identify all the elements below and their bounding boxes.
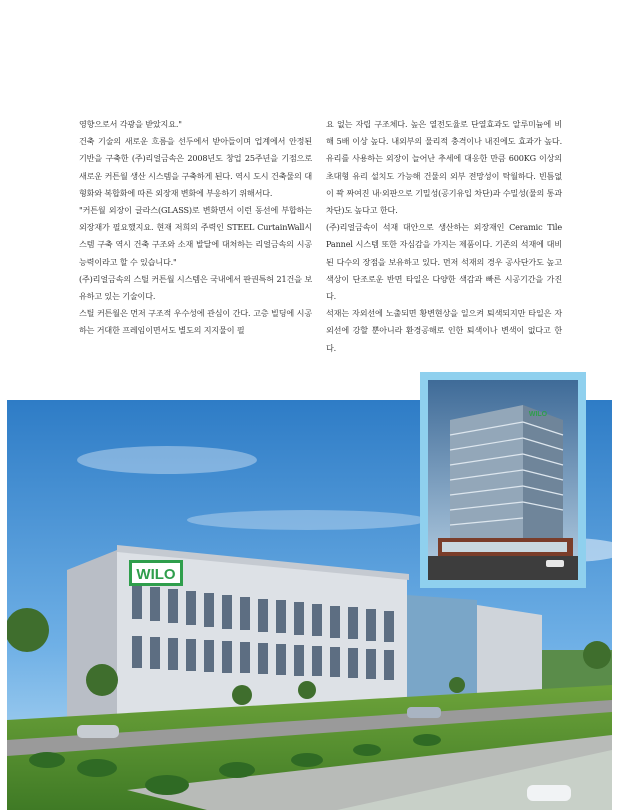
right-text-column [326,116,562,357]
paragraph: (주)리얼금속이 석재 대안으로 생산하는 외장재인 Ceramic Tile Pannel 시스템 또한 자심감을 가지는 제품이다. 기존의 석재에 대비된 다수의 장점을 보유하고 있다. 먼저 석재의 경우 공사단가도 높고 색상이 단조로운 반면 타일은 다양한 색감과 빠른 시공기간을 가진다. [326,222,562,302]
wilo-sign: WILO [136,566,176,583]
paragraph: "커튼월 외장이 글라스(GLASS)로 변화면서 이런 동선에 부합하는 외장재가 필요했지요. 현재 저희의 주력인 STEEL CurtainWall시스템 구축 역시 건축 구조와 소재 발달에 대처하는 리얼금속의 시공능력이라고 할 수 있습니다." [79,205,312,267]
paragraph: 건축 기술의 새로운 흐름을 선두에서 받아들이며 업계에서 안정된 기반을 구축한 (주)리얼금속은 2008년도 창업 25주년을 기점으로 새로운 커튼월 생산 시스템을 구축하게 된다. 역시 도시 건축물의 대형화와 복합화에 따른 외장재 변화에 부응하기 위해서다. [79,136,312,198]
left-text-column [79,116,312,340]
paragraph: 요 없는 자립 구조체다. 높은 열전도율로 단열효과도 알루미늄에 비해 5배 이상 높다. 내외부의 물리적 충격이나 내진에도 효과가 높다. 유리를 사용하는 외장이 늘어난 추세에 대응한 만큼 600KG 이상의 초대형 유리 설치도 가능해 건물의 외부 전망성이 탁월하다. 빈틈없이 꽉 짜여진 내·외판으로 기밀성(공기유입 차단)과 수밀성(물의 통과 차단)도 높다고 한다. [326,119,562,216]
paragraph: 석재는 자외선에 노출되면 황변현상을 일으켜 퇴색되지만 타일은 자외선에 강할 뿐아니라 환경공해로 인한 퇴색이나 변색이 없다고 한다. [326,308,562,353]
paragraph: (주)리얼금속의 스틸 커튼월 시스템은 국내에서 판권특허 21건을 보유하고 있는 기술이다. [79,273,312,302]
paragraph: 스틸 커튼월은 먼저 구조적 우수성에 관심이 간다. 고층 빌딩에 시공하는 거대한 프레임이면서도 별도의 지지물이 필 [79,308,312,336]
paragraph: 영향으로서 각광을 받았지요." [79,119,182,129]
office-tower-rendering-photo [428,380,578,580]
tower-sign: WILO [528,411,548,418]
